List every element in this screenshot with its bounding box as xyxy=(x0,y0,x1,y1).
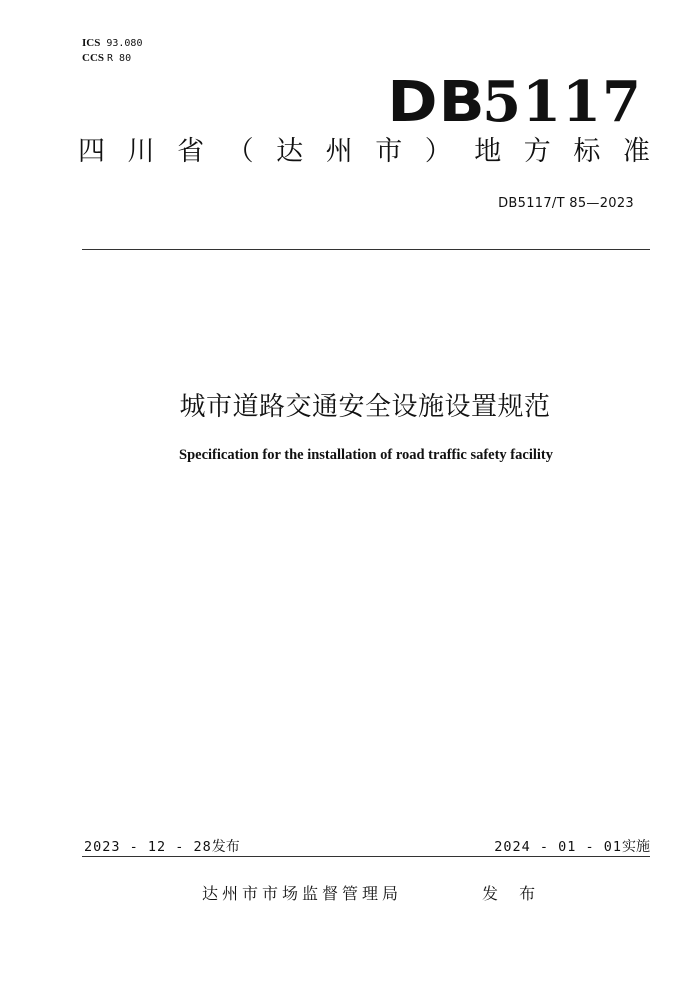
ccs-line xyxy=(82,51,131,66)
standard-type xyxy=(78,134,650,170)
standard-mark-number: 5117 xyxy=(482,69,642,135)
standard-type-char: 省 xyxy=(177,136,205,167)
standard-number: DB5117/T 85—2023 xyxy=(498,196,634,211)
standard-type-char: ） xyxy=(424,136,452,167)
standard-type-char: 方 xyxy=(523,136,551,167)
release-date xyxy=(84,836,240,856)
footer-divider xyxy=(82,856,650,857)
release-date-value: 2023 - 12 - 28 xyxy=(84,839,212,855)
standard-type-char: 达 xyxy=(276,136,304,167)
standard-type-char: 四 xyxy=(78,136,105,167)
standard-type-char: 市 xyxy=(375,136,403,167)
ics-value: 93.080 xyxy=(106,38,143,49)
title-chinese: 城市道路交通安全设施设置规范 xyxy=(179,392,551,422)
issuer: 达州市市场监督管理局 xyxy=(202,884,403,903)
ccs-label: CCS xyxy=(82,52,105,64)
publish-label: 发 布 xyxy=(482,884,544,903)
release-label: 发布 xyxy=(211,839,240,855)
implement-label: 实施 xyxy=(622,839,650,855)
implement-date-value: 2024 - 01 - 01 xyxy=(494,839,622,855)
standard-type-char: 川 xyxy=(127,136,155,167)
ics-label: ICS xyxy=(82,37,101,49)
ics-line xyxy=(82,36,142,51)
standard-mark-prefix: DB xyxy=(387,70,486,135)
ccs-value: R 80 xyxy=(107,53,132,64)
standard-type-char: （ xyxy=(226,136,254,167)
standard-type-char: 标 xyxy=(573,136,601,167)
header-divider xyxy=(82,249,650,250)
implement-date xyxy=(494,836,650,856)
standard-type-char: 地 xyxy=(474,136,502,167)
title-english: Specification for the installation of road traffic safety facility xyxy=(179,447,553,463)
standard-type-char: 准 xyxy=(622,136,650,167)
standard-type-char: 州 xyxy=(325,136,353,167)
standard-mark xyxy=(387,69,642,135)
